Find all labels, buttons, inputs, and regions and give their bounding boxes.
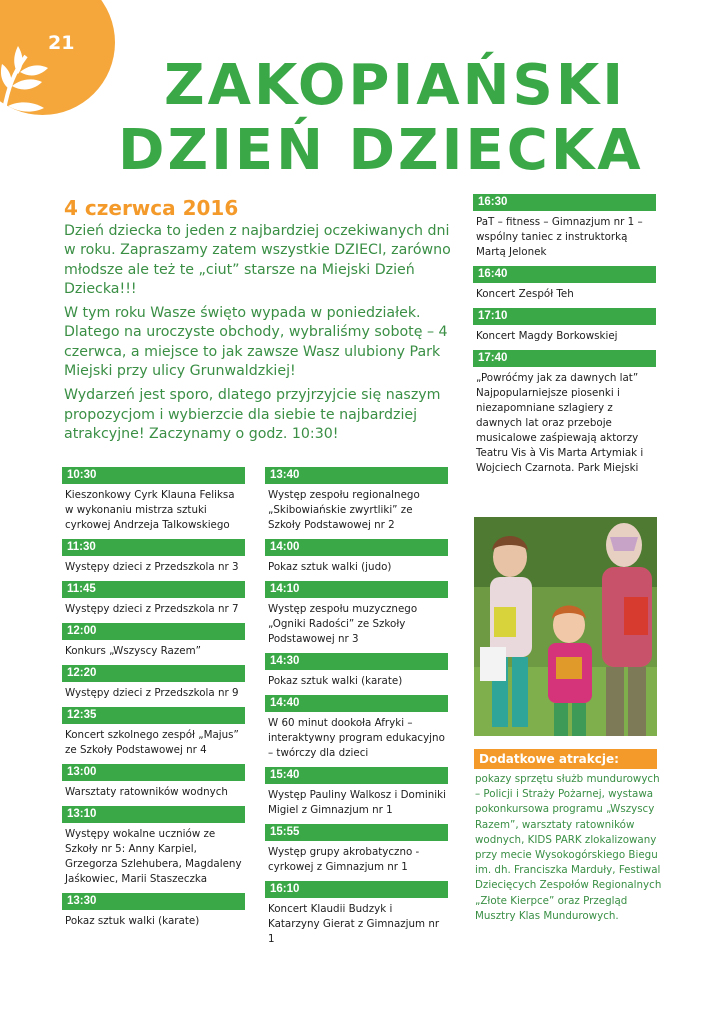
schedule-desc: Kieszonkowy Cyrk Klauna Feliksa w wykonaniu mistrza sztuki cyrkowej Andrzeja Talkowskiego (65, 489, 235, 531)
extras-heading: Dodatkowe atrakcje: (474, 749, 657, 769)
schedule-time: 14:10 (265, 581, 448, 598)
schedule-time: 13:30 (62, 893, 245, 910)
schedule-column-1 (62, 467, 245, 935)
schedule-time: 10:30 (62, 467, 245, 484)
schedule-time: 14:00 (265, 539, 448, 556)
schedule-item (473, 308, 656, 344)
schedule-item (265, 824, 448, 875)
schedule-time: 12:00 (62, 623, 245, 640)
schedule-item (265, 539, 448, 575)
schedule-desc: Koncert Magdy Borkowskiej (476, 330, 618, 342)
children-photo (474, 517, 657, 736)
schedule-item (473, 194, 656, 260)
schedule-time: 14:40 (265, 695, 448, 712)
schedule-desc: W 60 minut dookoła Afryki – interaktywny program edukacyjno – twórczy dla dzieci (268, 717, 445, 759)
schedule-desc: Występy dzieci z Przedszkola nr 7 (65, 603, 239, 615)
schedule-item (265, 581, 448, 647)
schedule-desc: Występ Pauliny Walkosz i Dominiki Migiel z Gimnazjum nr 1 (268, 789, 446, 816)
schedule-time: 17:10 (473, 308, 656, 325)
schedule-time: 17:40 (473, 350, 656, 367)
schedule-time: 16:10 (265, 881, 448, 898)
intro-paragraph: Dzień dziecka to jeden z najbardziej oczekiwanych dni w roku. Zapraszamy zatem wszystkie DZIECI, zarówno młodsze ale też te „ciut” starsze na Miejski Dzień Dziecka!!! (64, 223, 451, 297)
schedule-time: 13:40 (265, 467, 448, 484)
schedule-column-3 (473, 194, 656, 482)
schedule-time: 13:10 (62, 806, 245, 823)
schedule-item (62, 581, 245, 617)
schedule-desc: Występ grupy akrobatyczno - cyrkowej z Gimnazjum nr 1 (268, 846, 420, 873)
schedule-desc: Występy dzieci z Przedszkola nr 3 (65, 561, 239, 573)
schedule-item (62, 623, 245, 659)
schedule-desc: „Powróćmy jak za dawnych lat” Najpopularniejsze piosenki i niezapomniane szlagiery z dawnych lat oraz przeboje musicalowe zaśpiewają aktorzy Teatru Vis à Vis Marta Artymiak i Wojciech Czarnota. Park Miejski (476, 372, 644, 474)
page-number: 21 (48, 32, 75, 54)
schedule-desc: Pokaz sztuk walki (judo) (268, 561, 392, 573)
schedule-desc: PaT – fitness – Gimnazjum nr 1 – wspólny taniec z instruktorką Martą Jelonek (476, 216, 643, 258)
schedule-item (62, 665, 245, 701)
schedule-time: 15:55 (265, 824, 448, 841)
schedule-item (265, 467, 448, 533)
schedule-item (265, 767, 448, 818)
schedule-item (265, 881, 448, 947)
schedule-time: 15:40 (265, 767, 448, 784)
schedule-item (265, 653, 448, 689)
schedule-time: 11:30 (62, 539, 245, 556)
schedule-desc: Pokaz sztuk walki (karate) (268, 675, 403, 687)
schedule-item (62, 467, 245, 533)
schedule-desc: Pokaz sztuk walki (karate) (65, 915, 200, 927)
schedule-column-2 (265, 467, 448, 953)
schedule-desc: Warsztaty ratowników wodnych (65, 786, 228, 798)
schedule-desc: Koncert Zespół Teh (476, 288, 574, 300)
schedule-item (62, 806, 245, 887)
extras-text: pokazy sprzętu służb mundurowych – Policji i Straży Pożarnej, wystawa pokonkursowa programu „Wszyscy Razem”, warsztaty ratowników wodnych, KIDS PARK zlokalizowany przy mecie Wysokogórskiego Biegu im. dh. Franciszka Marduły, Festiwal Dziecięcych Zespołów Regionalnych „Złote Kierpce” oraz Przegląd Musztry Klas Mundurowych. (475, 773, 662, 922)
schedule-item (473, 266, 656, 302)
schedule-time: 14:30 (265, 653, 448, 670)
schedule-item (62, 764, 245, 800)
schedule-desc: Występy wokalne uczniów ze Szkoły nr 5: Anny Karpiel, Grzegorza Szlehubera, Magdaleny Jaśkowiec, Marii Staszeczka (65, 828, 242, 885)
schedule-desc: Występ zespołu muzycznego „Ogniki Radości” ze Szkoły Podstawowej nr 3 (268, 603, 418, 645)
schedule-item (473, 350, 656, 476)
schedule-desc: Występ zespołu regionalnego „Skibowiańskie zwyrtliki” ze Szkoły Podstawowej nr 2 (268, 489, 420, 531)
page-title-line1: ZAKOPIAŃSKI (164, 53, 627, 118)
schedule-desc: Występy dzieci z Przedszkola nr 9 (65, 687, 239, 699)
schedule-time: 11:45 (62, 581, 245, 598)
schedule-time: 16:40 (473, 266, 656, 283)
schedule-time: 12:20 (62, 665, 245, 682)
intro-paragraph: W tym roku Wasze święto wypada w poniedziałek. Dlatego na uroczyste obchody, wybraliśmy sobotę – 4 czerwca, a miejsce to jak zawsze Wasz ulubiony Park Miejski przy ulicy Grunwaldzkiej! (64, 305, 448, 380)
event-date: 4 czerwca 2016 (64, 196, 239, 220)
schedule-time: 12:35 (62, 707, 245, 724)
page-title-line2: DZIEŃ DZIECKA (118, 118, 644, 183)
schedule-item (62, 707, 245, 758)
schedule-item (62, 893, 245, 929)
schedule-desc: Koncert Klaudii Budzyk i Katarzyny Gierat z Gimnazjum nr 1 (268, 903, 440, 945)
intro-paragraph: Wydarzeń jest sporo, dlatego przyjrzyjcie się naszym propozycjom i wybierzcie dla siebie te najbardziej atrakcyjne! Zaczynamy o godz. 10:30! (64, 387, 441, 442)
schedule-desc: Koncert szkolnego zespół „Majus” ze Szkoły Podstawowej nr 4 (65, 729, 239, 756)
schedule-item (62, 539, 245, 575)
intro-text (64, 222, 459, 449)
schedule-time: 16:30 (473, 194, 656, 211)
schedule-item (265, 695, 448, 761)
schedule-time: 13:00 (62, 764, 245, 781)
schedule-desc: Konkurs „Wszyscy Razem” (65, 645, 201, 657)
